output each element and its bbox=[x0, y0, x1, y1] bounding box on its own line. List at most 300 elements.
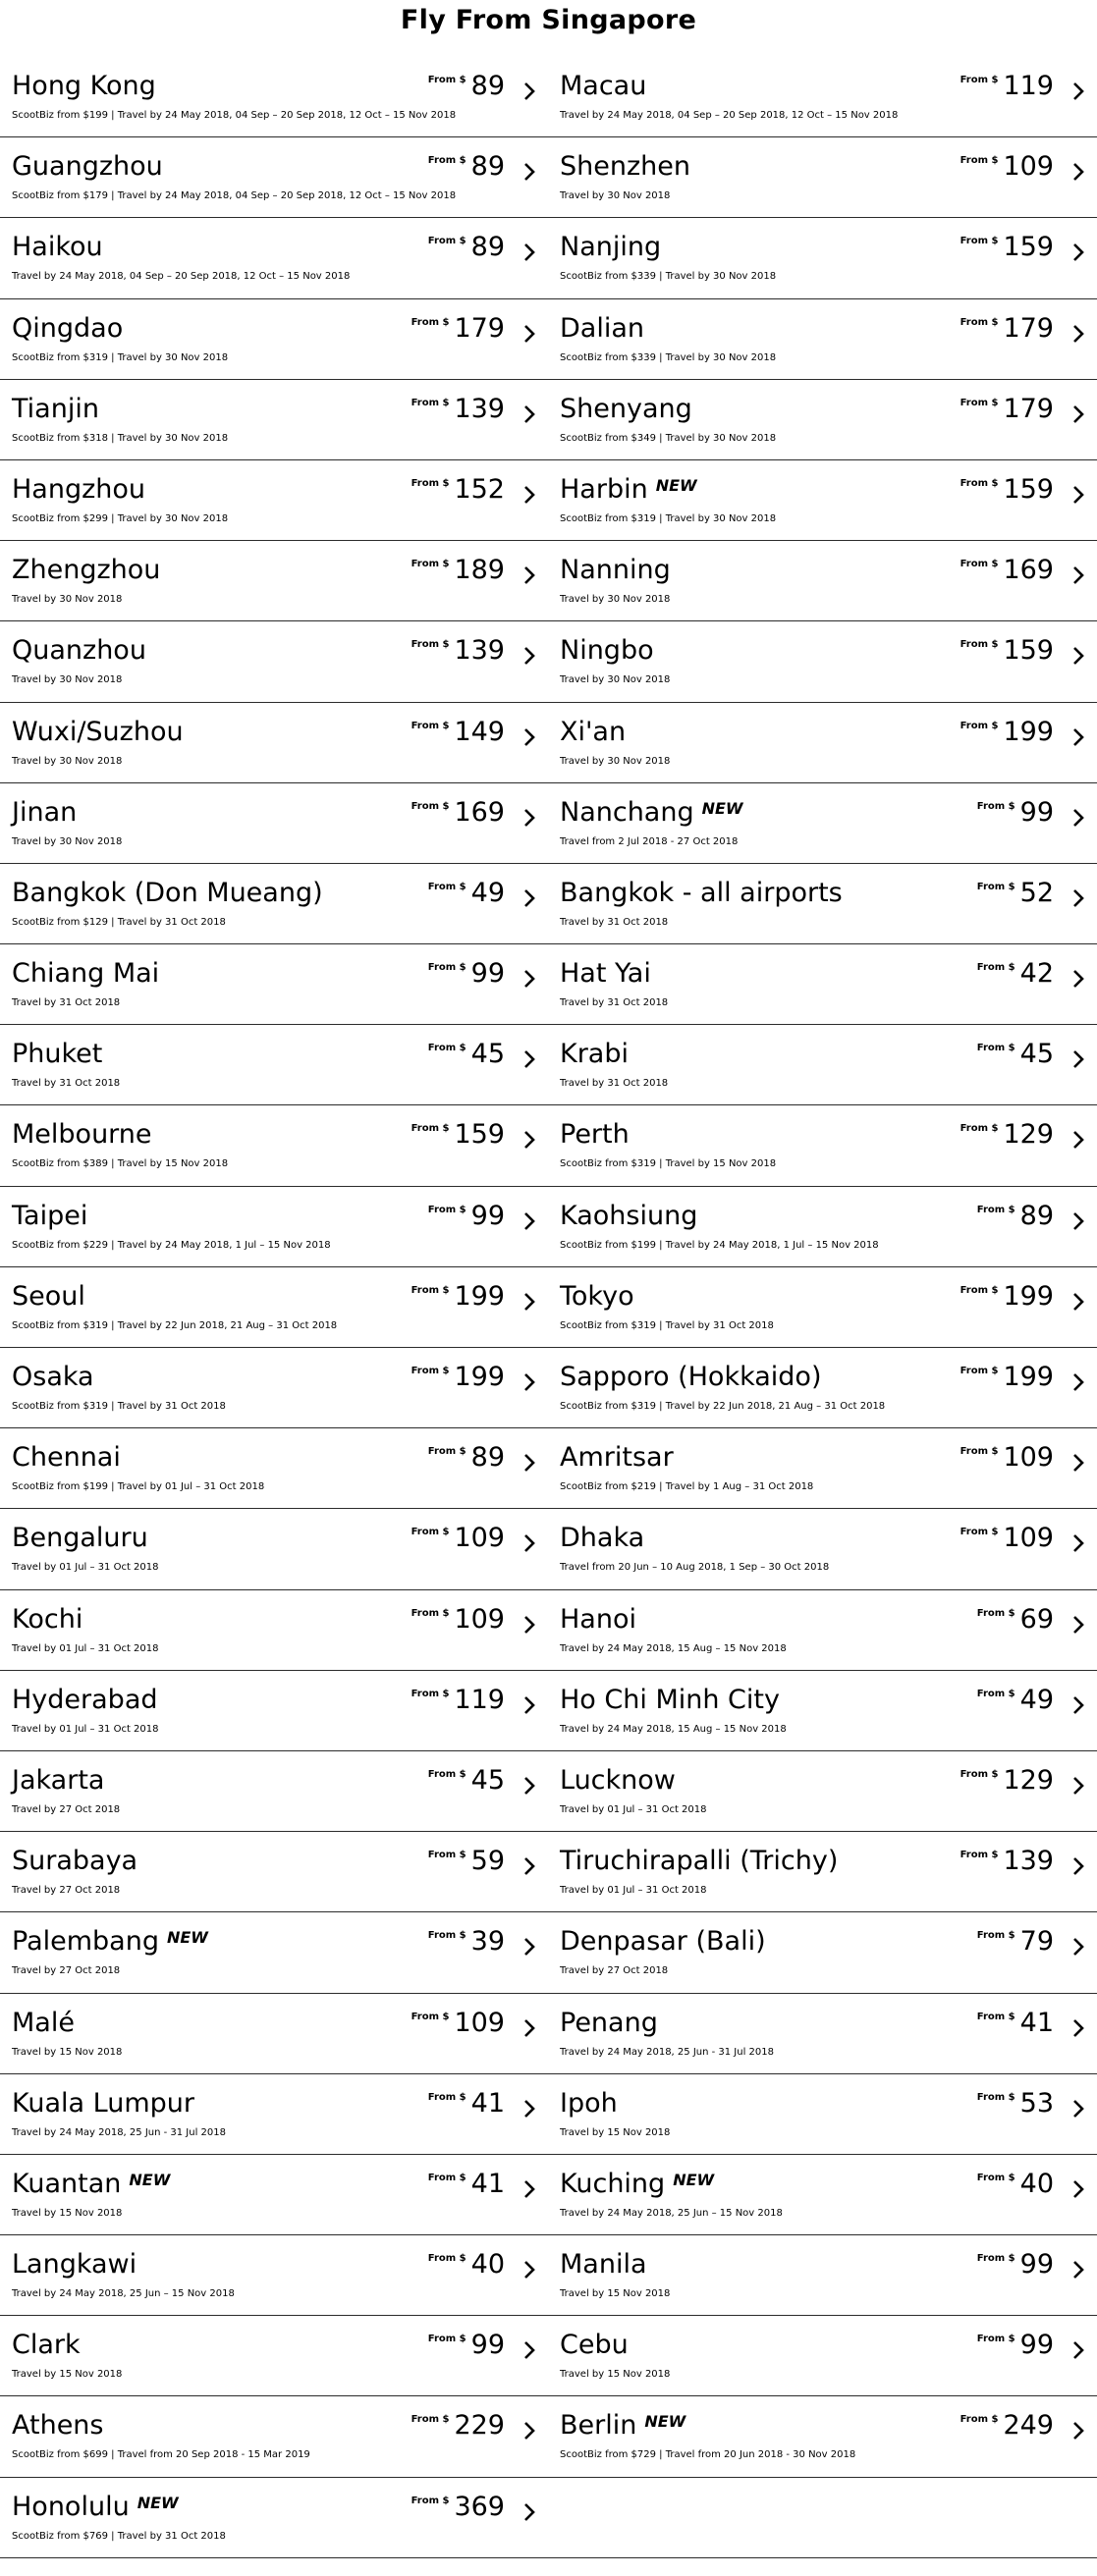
destination-card[interactable] bbox=[0, 2396, 548, 2476]
destination-card[interactable] bbox=[0, 1994, 548, 2073]
destination-row bbox=[0, 1912, 1097, 1993]
destination-price bbox=[411, 1362, 505, 1393]
price-amount: 99 bbox=[1019, 796, 1054, 828]
destination-note: Travel by 31 Oct 2018 bbox=[12, 1078, 121, 1090]
chevron-right-icon[interactable] bbox=[1070, 2259, 1087, 2281]
from-label: From $ bbox=[411, 559, 450, 570]
destination-card[interactable] bbox=[548, 1994, 1097, 2073]
destination-note: Travel by 27 Oct 2018 bbox=[12, 1803, 121, 1815]
destination-city-name: Cebu bbox=[560, 2330, 629, 2361]
destination-note: Travel by 30 Nov 2018 bbox=[560, 594, 671, 606]
chevron-right-icon[interactable] bbox=[521, 1129, 538, 1151]
destination-note: ScootBiz from $729 | Travel from 20 Jun 2018 - 30 Nov 2018 bbox=[560, 2449, 856, 2461]
chevron-right-icon[interactable] bbox=[1070, 1694, 1087, 1716]
chevron-right-icon[interactable] bbox=[521, 323, 538, 345]
destination-city-name: Zhengzhou bbox=[12, 555, 161, 586]
chevron-right-icon[interactable] bbox=[521, 1775, 538, 1797]
destination-card[interactable] bbox=[548, 218, 1097, 297]
destination-note: Travel by 15 Nov 2018 bbox=[12, 2369, 123, 2381]
from-label: From $ bbox=[976, 2091, 1015, 2103]
chevron-right-icon[interactable] bbox=[1070, 1614, 1087, 1636]
chevron-right-icon[interactable] bbox=[521, 2339, 538, 2361]
chevron-right-icon[interactable] bbox=[1070, 807, 1087, 829]
destination-price bbox=[960, 1119, 1054, 1151]
destination-city bbox=[12, 1523, 148, 1554]
chevron-right-icon[interactable] bbox=[1070, 1129, 1087, 1151]
destination-row bbox=[0, 2316, 1097, 2396]
destination-price bbox=[428, 878, 505, 909]
destination-card[interactable] bbox=[548, 2396, 1097, 2476]
from-label: From $ bbox=[411, 1366, 450, 1376]
destination-note: Travel by 27 Oct 2018 bbox=[12, 1965, 121, 1977]
from-label: From $ bbox=[427, 2334, 466, 2345]
destination-note: ScootBiz from $319 | Travel by 30 Nov 2018 bbox=[560, 512, 777, 524]
chevron-right-icon[interactable] bbox=[521, 2098, 538, 2120]
price-amount: 119 bbox=[1003, 71, 1054, 101]
destination-city bbox=[560, 797, 743, 829]
from-label: From $ bbox=[427, 2091, 466, 2103]
destination-card[interactable] bbox=[548, 1187, 1097, 1266]
destination-city-name: Bengaluru bbox=[12, 1523, 148, 1554]
destination-city-name: Berlin bbox=[560, 2410, 637, 2442]
chevron-right-icon[interactable] bbox=[521, 807, 538, 829]
price-amount: 89 bbox=[470, 151, 505, 183]
destination-row bbox=[0, 1509, 1097, 1589]
destination-row bbox=[0, 1348, 1097, 1428]
chevron-right-icon[interactable] bbox=[1070, 80, 1087, 102]
destination-card[interactable] bbox=[0, 1912, 548, 1992]
from-label: From $ bbox=[427, 75, 466, 85]
destination-city bbox=[12, 2249, 137, 2281]
destination-row bbox=[0, 460, 1097, 541]
destination-card[interactable] bbox=[548, 703, 1097, 782]
price-amount: 45 bbox=[470, 1039, 505, 1070]
chevron-right-icon[interactable] bbox=[521, 564, 538, 586]
destination-card[interactable] bbox=[548, 1267, 1097, 1347]
destination-card[interactable] bbox=[0, 2155, 548, 2234]
new-badge: NEW bbox=[644, 2412, 686, 2432]
from-label: From $ bbox=[427, 1768, 466, 1780]
destination-card[interactable] bbox=[548, 2074, 1097, 2154]
from-label: From $ bbox=[960, 1768, 999, 1780]
destination-note: ScootBiz from $199 | Travel by 01 Jul – 31 Oct 2018 bbox=[12, 1481, 265, 1493]
destination-note: Travel by 24 May 2018, 04 Sep – 20 Sep 2018, 12 Oct – 15 Nov 2018 bbox=[560, 110, 899, 121]
destination-price bbox=[428, 232, 505, 263]
from-label: From $ bbox=[411, 316, 450, 328]
destination-card[interactable] bbox=[0, 2316, 548, 2395]
chevron-right-icon[interactable] bbox=[1070, 2017, 1087, 2039]
chevron-right-icon[interactable] bbox=[521, 161, 538, 183]
destination-price bbox=[428, 151, 505, 183]
destination-note: Travel by 30 Nov 2018 bbox=[12, 755, 123, 767]
chevron-right-icon[interactable] bbox=[1070, 1532, 1087, 1554]
destination-card[interactable] bbox=[548, 1751, 1097, 1831]
destination-note: ScootBiz from $339 | Travel by 30 Nov 2018 bbox=[560, 271, 777, 283]
destination-city bbox=[560, 2410, 686, 2442]
destination-card[interactable] bbox=[548, 1912, 1097, 1992]
destination-price bbox=[428, 1039, 505, 1070]
destination-city-name: Melbourne bbox=[12, 1119, 152, 1151]
from-label: From $ bbox=[411, 2495, 450, 2506]
destination-card[interactable] bbox=[0, 137, 548, 217]
destination-card[interactable] bbox=[0, 380, 548, 459]
destination-city bbox=[12, 1039, 102, 1070]
price-amount: 79 bbox=[1019, 1926, 1054, 1958]
from-label: From $ bbox=[411, 1527, 450, 1538]
destination-card[interactable] bbox=[548, 2316, 1097, 2395]
destination-row bbox=[0, 541, 1097, 621]
destination-note: Travel by 30 Nov 2018 bbox=[560, 674, 671, 686]
destination-card[interactable] bbox=[548, 1832, 1097, 1911]
new-badge: NEW bbox=[166, 1928, 208, 1948]
chevron-right-icon[interactable] bbox=[521, 1532, 538, 1554]
destination-card[interactable] bbox=[548, 541, 1097, 620]
from-label: From $ bbox=[427, 1204, 466, 1215]
destination-card[interactable] bbox=[0, 1590, 548, 1670]
destination-card[interactable] bbox=[0, 1509, 548, 1588]
destination-row bbox=[0, 137, 1097, 218]
destination-row bbox=[0, 2396, 1097, 2477]
chevron-right-icon[interactable] bbox=[521, 1048, 538, 1070]
destination-city-name: Kuantan bbox=[12, 2168, 122, 2199]
price-amount: 89 bbox=[1019, 1200, 1054, 1231]
chevron-right-icon[interactable] bbox=[521, 2259, 538, 2281]
destination-row bbox=[0, 1428, 1097, 1509]
chevron-right-icon[interactable] bbox=[521, 2178, 538, 2200]
destination-note: Travel by 24 May 2018, 25 Jun - 31 Jul 2018 bbox=[12, 2126, 227, 2138]
price-amount: 99 bbox=[470, 958, 505, 990]
destination-city bbox=[560, 313, 644, 345]
new-badge: NEW bbox=[673, 2170, 715, 2189]
destination-city bbox=[560, 2330, 629, 2361]
price-amount: 199 bbox=[454, 1280, 505, 1312]
price-amount: 40 bbox=[470, 2249, 505, 2281]
chevron-right-icon[interactable] bbox=[1070, 2178, 1087, 2200]
destination-card[interactable] bbox=[0, 2478, 548, 2557]
destination-city-name: Kuala Lumpur bbox=[12, 2087, 194, 2119]
destination-card[interactable] bbox=[0, 1187, 548, 1266]
destination-city bbox=[560, 1765, 676, 1797]
chevron-right-icon[interactable] bbox=[521, 1855, 538, 1877]
chevron-right-icon[interactable] bbox=[521, 2501, 538, 2523]
destination-row bbox=[0, 2478, 1097, 2558]
destination-note: ScootBiz from $219 | Travel by 1 Aug – 31 Oct 2018 bbox=[560, 1481, 814, 1493]
price-amount: 159 bbox=[1003, 635, 1054, 667]
destination-note: Travel by 15 Nov 2018 bbox=[560, 2126, 671, 2138]
destination-city bbox=[12, 1604, 82, 1636]
destination-note: Travel by 30 Nov 2018 bbox=[560, 190, 671, 202]
destination-city-name: Honolulu bbox=[12, 2491, 130, 2522]
destination-row bbox=[0, 1994, 1097, 2074]
from-label: From $ bbox=[960, 1446, 999, 1458]
chevron-right-icon[interactable] bbox=[521, 1291, 538, 1313]
chevron-right-icon[interactable] bbox=[1070, 1936, 1087, 1958]
destination-city-name: Hat Yai bbox=[560, 958, 651, 990]
chevron-right-icon[interactable] bbox=[521, 968, 538, 990]
destination-note: Travel by 30 Nov 2018 bbox=[560, 755, 671, 767]
destination-note: Travel by 24 May 2018, 25 Jun – 15 Nov 2018 bbox=[560, 2207, 783, 2219]
destination-card[interactable] bbox=[548, 2235, 1097, 2315]
from-label: From $ bbox=[976, 800, 1015, 812]
price-amount: 53 bbox=[1019, 2087, 1054, 2119]
destination-city-name: Hanoi bbox=[560, 1603, 636, 1635]
destination-card[interactable] bbox=[548, 864, 1097, 943]
chevron-right-icon[interactable] bbox=[521, 1694, 538, 1716]
destination-city bbox=[12, 2410, 104, 2442]
destination-card[interactable] bbox=[548, 299, 1097, 379]
destination-row bbox=[0, 57, 1097, 137]
destination-card[interactable] bbox=[0, 783, 548, 863]
chevron-right-icon[interactable] bbox=[1070, 403, 1087, 425]
destination-row bbox=[0, 1671, 1097, 1751]
destination-card[interactable] bbox=[0, 1428, 548, 1508]
destination-note: Travel by 01 Jul – 31 Oct 2018 bbox=[560, 1885, 707, 1897]
from-label: From $ bbox=[960, 477, 999, 489]
destination-row bbox=[0, 2155, 1097, 2235]
destination-card[interactable] bbox=[548, 1428, 1097, 1508]
destination-card[interactable] bbox=[548, 621, 1097, 701]
chevron-right-icon[interactable] bbox=[521, 1614, 538, 1636]
destination-price bbox=[960, 635, 1054, 667]
destination-card[interactable] bbox=[0, 1671, 548, 1750]
destination-price bbox=[411, 2008, 505, 2039]
destination-card[interactable] bbox=[548, 944, 1097, 1024]
chevron-right-icon[interactable] bbox=[1070, 1855, 1087, 1877]
chevron-right-icon[interactable] bbox=[521, 1210, 538, 1232]
destination-city bbox=[560, 635, 654, 667]
chevron-right-icon[interactable] bbox=[1070, 645, 1087, 667]
destination-note: Travel by 01 Jul – 31 Oct 2018 bbox=[560, 1803, 707, 1815]
destination-note: ScootBiz from $389 | Travel by 15 Nov 2018 bbox=[12, 1158, 229, 1170]
chevron-right-icon[interactable] bbox=[1070, 161, 1087, 183]
chevron-right-icon[interactable] bbox=[1070, 726, 1087, 748]
destination-card[interactable] bbox=[548, 2155, 1097, 2234]
destination-row bbox=[0, 621, 1097, 702]
destination-city-name: Kochi bbox=[12, 1603, 83, 1635]
page-title: Fly From Singapore bbox=[400, 5, 697, 35]
destination-city bbox=[12, 232, 103, 263]
destination-city bbox=[560, 555, 671, 586]
destination-city bbox=[560, 717, 626, 748]
destination-card[interactable] bbox=[0, 299, 548, 379]
destination-card[interactable] bbox=[0, 1267, 548, 1347]
destination-card[interactable] bbox=[0, 864, 548, 943]
destination-price bbox=[960, 1362, 1054, 1393]
from-label: From $ bbox=[427, 1930, 466, 1942]
destination-card[interactable] bbox=[0, 541, 548, 620]
destination-city-name: Hong Kong bbox=[12, 71, 156, 101]
chevron-right-icon[interactable] bbox=[1070, 1371, 1087, 1393]
destination-card[interactable] bbox=[0, 944, 548, 1024]
price-amount: 41 bbox=[470, 2168, 505, 2199]
chevron-right-icon[interactable] bbox=[1070, 242, 1087, 263]
destination-row bbox=[0, 1187, 1097, 1267]
destination-card[interactable] bbox=[0, 57, 548, 136]
chevron-right-icon[interactable] bbox=[1070, 484, 1087, 506]
price-amount: 89 bbox=[470, 232, 505, 263]
chevron-right-icon[interactable] bbox=[1070, 1452, 1087, 1474]
from-label: From $ bbox=[411, 800, 450, 812]
destination-card[interactable] bbox=[548, 137, 1097, 217]
destination-price bbox=[428, 2330, 505, 2361]
chevron-right-icon[interactable] bbox=[521, 1371, 538, 1393]
price-amount: 59 bbox=[470, 1846, 505, 1877]
destination-card[interactable] bbox=[0, 703, 548, 782]
destination-price bbox=[977, 1926, 1054, 1958]
chevron-right-icon[interactable] bbox=[521, 645, 538, 667]
destination-price bbox=[411, 1119, 505, 1151]
chevron-right-icon[interactable] bbox=[521, 726, 538, 748]
destination-city bbox=[12, 1685, 158, 1716]
destination-city-name: Athens bbox=[12, 2410, 104, 2442]
destination-price bbox=[977, 1039, 1054, 1070]
destination-city-name: Bangkok (Don Mueang) bbox=[12, 877, 323, 908]
from-label: From $ bbox=[976, 2172, 1015, 2183]
destination-city-name: Haikou bbox=[12, 232, 103, 263]
destination-card[interactable] bbox=[548, 1590, 1097, 1670]
destination-city-name: Tokyo bbox=[560, 1280, 634, 1312]
destination-card[interactable] bbox=[0, 460, 548, 540]
price-amount: 99 bbox=[1019, 2330, 1054, 2361]
destination-card[interactable] bbox=[0, 2074, 548, 2154]
destination-note: Travel by 31 Oct 2018 bbox=[560, 1078, 669, 1090]
destination-card[interactable] bbox=[0, 1105, 548, 1185]
destination-card[interactable] bbox=[0, 1348, 548, 1427]
from-label: From $ bbox=[960, 155, 999, 167]
destination-row bbox=[0, 1025, 1097, 1105]
destination-price bbox=[411, 635, 505, 667]
destination-note: ScootBiz from $179 | Travel by 24 May 2018, 04 Sep – 20 Sep 2018, 12 Oct – 15 Nov 2018 bbox=[12, 190, 457, 202]
destination-note: Travel by 27 Oct 2018 bbox=[560, 1965, 669, 1977]
destination-card[interactable] bbox=[548, 783, 1097, 863]
destination-city-name: Tianjin bbox=[12, 393, 99, 424]
price-amount: 179 bbox=[454, 312, 505, 344]
destination-city-name: Harbin bbox=[560, 473, 648, 505]
destination-note: Travel by 31 Oct 2018 bbox=[560, 997, 669, 1009]
price-amount: 89 bbox=[470, 1442, 505, 1474]
from-label: From $ bbox=[427, 2253, 466, 2265]
destination-city-name: Guangzhou bbox=[12, 151, 163, 183]
destination-price bbox=[428, 1201, 505, 1232]
chevron-right-icon[interactable] bbox=[1070, 1775, 1087, 1797]
destination-price bbox=[960, 151, 1054, 183]
destination-card[interactable] bbox=[0, 218, 548, 297]
chevron-right-icon[interactable] bbox=[521, 484, 538, 506]
destination-price bbox=[960, 474, 1054, 506]
destination-card[interactable] bbox=[548, 380, 1097, 459]
destination-row bbox=[0, 380, 1097, 460]
chevron-right-icon[interactable] bbox=[521, 1452, 538, 1474]
chevron-right-icon[interactable] bbox=[1070, 887, 1087, 909]
chevron-right-icon[interactable] bbox=[521, 887, 538, 909]
destination-city-name: Jinan bbox=[12, 796, 78, 828]
from-label: From $ bbox=[411, 1688, 450, 1699]
destination-note: ScootBiz from $299 | Travel by 30 Nov 2018 bbox=[12, 512, 229, 524]
chevron-right-icon[interactable] bbox=[1070, 2098, 1087, 2120]
destination-note: Travel by 30 Nov 2018 bbox=[12, 835, 123, 847]
destination-price bbox=[411, 2410, 505, 2442]
destination-row bbox=[0, 1751, 1097, 1832]
price-amount: 45 bbox=[1019, 1039, 1054, 1070]
chevron-right-icon[interactable] bbox=[1070, 2339, 1087, 2361]
destination-price bbox=[428, 2169, 505, 2200]
price-amount: 89 bbox=[470, 71, 505, 101]
destination-price bbox=[411, 1604, 505, 1636]
chevron-right-icon[interactable] bbox=[1070, 968, 1087, 990]
chevron-right-icon[interactable] bbox=[521, 1936, 538, 1958]
destination-card[interactable] bbox=[548, 460, 1097, 540]
chevron-right-icon[interactable] bbox=[1070, 564, 1087, 586]
destination-city-name: Penang bbox=[560, 2007, 658, 2038]
chevron-right-icon[interactable] bbox=[521, 403, 538, 425]
destination-note: Travel by 30 Nov 2018 bbox=[12, 674, 123, 686]
destination-card[interactable] bbox=[0, 621, 548, 701]
destination-card[interactable] bbox=[0, 1025, 548, 1104]
destination-price bbox=[960, 1765, 1054, 1797]
chevron-right-icon[interactable] bbox=[1070, 1048, 1087, 1070]
destination-price bbox=[411, 313, 505, 345]
destination-city-name: Langkawi bbox=[12, 2249, 137, 2281]
chevron-right-icon[interactable] bbox=[521, 80, 538, 102]
chevron-right-icon[interactable] bbox=[1070, 1210, 1087, 1232]
destination-city bbox=[12, 2169, 170, 2200]
chevron-right-icon[interactable] bbox=[521, 2017, 538, 2039]
destination-note: ScootBiz from $769 | Travel by 31 Oct 2018 bbox=[12, 2530, 226, 2542]
destination-card[interactable] bbox=[0, 1751, 548, 1831]
destination-city bbox=[12, 2088, 194, 2120]
price-amount: 189 bbox=[454, 555, 505, 586]
destination-card[interactable] bbox=[548, 1348, 1097, 1427]
destination-note: Travel by 01 Jul – 31 Oct 2018 bbox=[12, 1642, 159, 1654]
destination-card[interactable] bbox=[0, 2235, 548, 2315]
destination-price bbox=[411, 474, 505, 506]
destination-card[interactable] bbox=[548, 1509, 1097, 1588]
chevron-right-icon[interactable] bbox=[521, 242, 538, 263]
destination-city bbox=[12, 958, 159, 990]
from-label: From $ bbox=[960, 1123, 999, 1135]
destination-price bbox=[960, 1442, 1054, 1474]
destination-row bbox=[0, 1267, 1097, 1348]
destination-city-name: Ho Chi Minh City bbox=[560, 1684, 780, 1715]
chevron-right-icon[interactable] bbox=[1070, 323, 1087, 345]
destination-price bbox=[428, 1926, 505, 1958]
destination-city-name: Ningbo bbox=[560, 635, 654, 667]
price-amount: 109 bbox=[1003, 1523, 1054, 1554]
destination-card[interactable] bbox=[548, 57, 1097, 136]
destination-card[interactable] bbox=[0, 1832, 548, 1911]
destination-city-name: Wuxi/Suzhou bbox=[12, 716, 184, 747]
destination-city-name: Dalian bbox=[560, 312, 644, 344]
from-label: From $ bbox=[960, 639, 999, 651]
price-amount: 109 bbox=[454, 1603, 505, 1635]
destination-city bbox=[12, 1846, 137, 1877]
destination-price bbox=[977, 2169, 1054, 2200]
destination-card[interactable] bbox=[548, 1105, 1097, 1185]
destination-city-name: Jakarta bbox=[12, 1764, 105, 1796]
chevron-right-icon[interactable] bbox=[521, 2420, 538, 2442]
destination-row bbox=[0, 2074, 1097, 2155]
empty-cell bbox=[548, 2478, 1097, 2557]
from-label: From $ bbox=[960, 1527, 999, 1538]
chevron-right-icon[interactable] bbox=[1070, 1291, 1087, 1313]
destination-city-name: Kuching bbox=[560, 2168, 666, 2199]
price-amount: 109 bbox=[1003, 151, 1054, 183]
destination-city bbox=[560, 2169, 714, 2200]
chevron-right-icon[interactable] bbox=[1070, 2420, 1087, 2442]
destination-card[interactable] bbox=[548, 1671, 1097, 1750]
from-label: From $ bbox=[960, 1366, 999, 1376]
destination-card[interactable] bbox=[548, 1025, 1097, 1104]
